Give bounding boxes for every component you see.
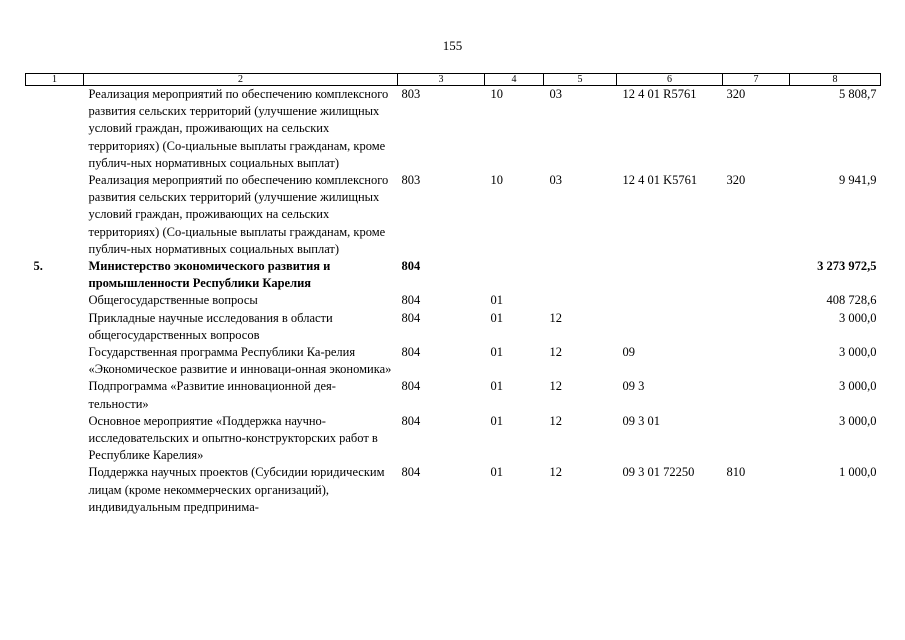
row-target-article: 09 3 — [622, 379, 645, 394]
page-number: 155 — [442, 38, 463, 53]
column-header: 1 — [26, 74, 84, 86]
row-ministry-code: 803 — [401, 87, 421, 101]
row-ministry-code: 804 — [401, 259, 421, 274]
column-header: 8 — [790, 74, 881, 86]
row-subsection-code: 12 — [549, 413, 562, 428]
row-ministry-code: 804 — [401, 379, 421, 394]
row-amount: 9 941,9 — [839, 173, 877, 188]
row-target-article: 09 3 01 — [622, 413, 660, 428]
row-number — [26, 413, 84, 465]
row-amount: 5 808,7 — [839, 87, 877, 101]
row-number — [26, 378, 84, 412]
table-row — [26, 86, 881, 173]
row-amount: 3 000,0 — [839, 413, 877, 428]
row-section-code: 10 — [490, 87, 503, 101]
row-number — [26, 86, 84, 173]
row-subsection-code: 03 — [549, 87, 562, 101]
row-expense-type — [723, 378, 790, 412]
row-description: Реализация мероприятий по обеспечению комплексного развития сельских территорий (улучшение жилищных условий граждан, проживающих на сельских территориях) (Со-циальные выплаты гражданам, кроме публич-ных нормативных социальных выплат) — [88, 87, 389, 170]
row-number — [26, 464, 84, 516]
column-header: 4 — [485, 74, 544, 86]
row-number — [26, 172, 84, 258]
table-row — [26, 258, 881, 292]
row-description: Общегосударственные вопросы — [88, 293, 258, 308]
row-number: 5. — [33, 259, 43, 274]
column-numbers-row — [26, 74, 881, 86]
row-expense-type — [723, 292, 790, 309]
row-section-code: 01 — [490, 310, 503, 325]
row-expense-type — [723, 310, 790, 344]
table-row — [26, 464, 881, 516]
table-row — [26, 172, 881, 258]
row-ministry-code: 804 — [401, 413, 421, 428]
row-subsection-code: 12 — [549, 465, 562, 480]
row-expense-type — [723, 344, 790, 378]
row-subsection-code: 12 — [549, 345, 562, 360]
row-amount: 408 728,6 — [826, 293, 877, 308]
table-row — [26, 310, 881, 344]
row-target-article — [617, 258, 723, 292]
table-row — [26, 413, 881, 465]
table-row — [26, 378, 881, 412]
row-description: Министерство экономического развития и промышленности Республики Карелия — [88, 259, 331, 291]
row-expense-type: 810 — [726, 465, 746, 480]
row-subsection-code: 03 — [549, 173, 562, 188]
row-description: Основное мероприятие «Поддержка научно-исследовательских и опытно-конструкторских работ в Республике Карелия» — [88, 413, 378, 463]
row-target-article: 09 3 01 72250 — [622, 465, 695, 480]
row-target-article: 12 4 01 K5761 — [622, 173, 698, 188]
row-ministry-code: 803 — [401, 173, 421, 188]
row-target-article — [617, 310, 723, 344]
row-number — [26, 292, 84, 309]
row-ministry-code: 804 — [401, 293, 421, 308]
row-ministry-code: 804 — [401, 310, 421, 325]
row-description: Поддержка научных проектов (Субсидии юридическим лицам (кроме некоммерческих организаций), индивидуальным предпринима- — [88, 465, 385, 514]
table-row — [26, 344, 881, 378]
column-header: 2 — [84, 74, 398, 86]
row-subsection-code — [544, 258, 617, 292]
column-header: 5 — [544, 74, 617, 86]
row-section-code: 01 — [490, 465, 503, 480]
row-subsection-code — [544, 292, 617, 309]
row-target-article — [617, 292, 723, 309]
budget-table — [25, 73, 881, 516]
row-amount: 3 273 972,5 — [817, 259, 877, 274]
row-ministry-code: 804 — [401, 465, 421, 480]
table-row — [26, 292, 881, 309]
table-body — [26, 86, 881, 517]
row-section-code — [485, 258, 544, 292]
row-section-code: 01 — [490, 293, 503, 308]
row-section-code: 10 — [490, 173, 503, 188]
row-number — [26, 310, 84, 344]
row-subsection-code: 12 — [549, 310, 562, 325]
row-amount: 3 000,0 — [839, 310, 877, 325]
row-ministry-code: 804 — [401, 345, 421, 360]
row-amount: 1 000,0 — [839, 465, 877, 480]
row-target-article: 09 — [622, 345, 635, 360]
row-expense-type — [723, 258, 790, 292]
row-target-article: 12 4 01 R5761 — [622, 87, 697, 101]
row-description: Реализация мероприятий по обеспечению комплексного развития сельских территорий (улучшение жилищных условий граждан, проживающих на сельских территориях) (Со-циальные выплаты гражданам, кроме публич-ных нормативных социальных выплат) — [88, 173, 389, 256]
row-expense-type: 320 — [726, 87, 746, 101]
row-expense-type — [723, 413, 790, 465]
row-section-code: 01 — [490, 379, 503, 394]
row-amount: 3 000,0 — [839, 379, 877, 394]
row-section-code: 01 — [490, 345, 503, 360]
row-amount: 3 000,0 — [839, 345, 877, 360]
row-subsection-code: 12 — [549, 379, 562, 394]
row-description: Прикладные научные исследования в области общегосударственных вопросов — [88, 310, 333, 342]
column-header: 7 — [723, 74, 790, 86]
row-number — [26, 344, 84, 378]
column-header: 3 — [398, 74, 485, 86]
row-description: Государственная программа Республики Ка-релия «Экономическое развитие и инноваци-онная экономика» — [88, 345, 392, 377]
row-description: Подпрограмма «Развитие инновационной дея-тельности» — [88, 379, 336, 411]
row-expense-type: 320 — [726, 173, 746, 188]
column-header: 6 — [617, 74, 723, 86]
row-section-code: 01 — [490, 413, 503, 428]
